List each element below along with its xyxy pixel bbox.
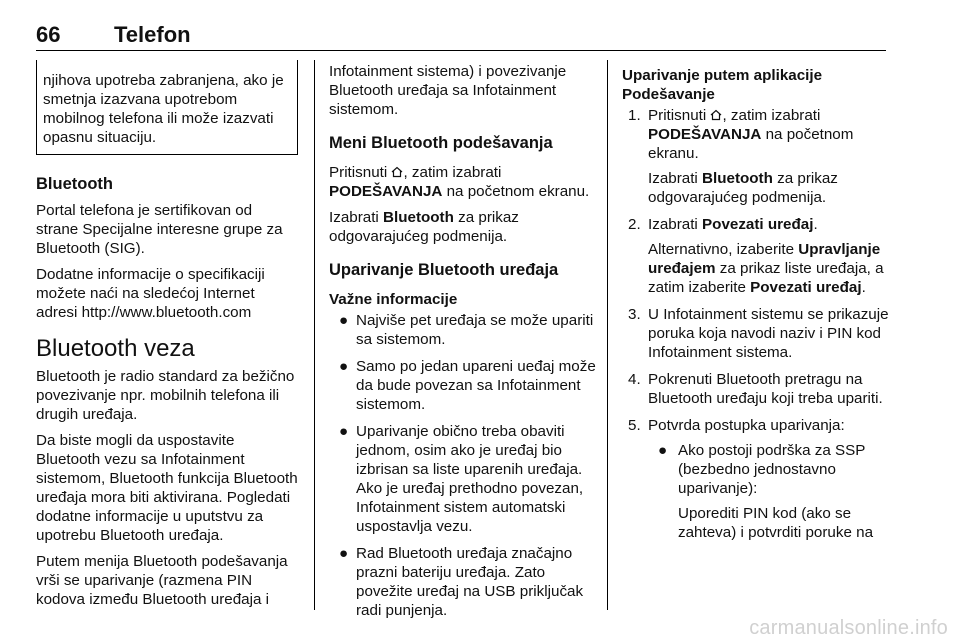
text: Izabrati xyxy=(648,216,703,233)
section-heading-meni: Meni Bluetooth podešavanja xyxy=(329,134,553,152)
bold-text: Bluetooth xyxy=(702,170,773,187)
column-3 xyxy=(622,66,890,550)
text: Uparivanje putem aplikacije xyxy=(622,67,823,84)
bullet-icon: ● xyxy=(339,423,349,440)
text: Izabrati xyxy=(329,209,384,226)
step-text xyxy=(648,215,890,234)
step-item xyxy=(622,416,890,542)
step-text: Potvrda postupka uparivanja: xyxy=(648,417,845,434)
text: za prikaz liste uređaja, a zatim izaberite xyxy=(648,260,884,296)
list-item-text: Uparivanje obično treba obaviti jednom, osim ako je uređaj bio izbrisan sa liste uparenih uređaja. Ako je uređaj prethodno povezan, Infotainment sistem automatski uspostavlja vezu. xyxy=(356,423,584,535)
bold-text: Povezati uređaj xyxy=(750,279,862,296)
steps-list xyxy=(622,106,890,542)
step-number: 3. xyxy=(628,306,641,323)
list-item-text: Najviše pet uređaja se može upariti sa sistemom. xyxy=(356,312,594,348)
subheading-vazne-informacije: Važne informacije xyxy=(329,291,458,308)
page-number: 66 xyxy=(36,22,61,47)
note-text: njihova upotreba zabranjena, ako je smetnja izazvana upotrebom mobilnog telefona ili može izazvati opasnu situaciju. xyxy=(43,72,284,146)
step-number: 1. xyxy=(628,107,641,124)
step-text xyxy=(648,106,890,163)
section-heading-bluetooth-veza: Bluetooth veza xyxy=(36,335,195,362)
step-item xyxy=(622,106,890,207)
home-icon xyxy=(710,109,722,121)
bullet-icon: ● xyxy=(658,442,668,459)
step-number: 4. xyxy=(628,371,641,388)
paragraph: Infotainment sistema) i povezivanje Bluetooth uređaja sa Infotainment sistemom. xyxy=(329,63,567,118)
paragraph xyxy=(329,208,597,246)
column-2 xyxy=(329,62,597,628)
list-item xyxy=(329,544,597,620)
step-text: Pokrenuti Bluetooth pretragu na Bluetooth uređaju koji treba upariti. xyxy=(648,371,883,407)
text: za prikaz odgovarajućeg podmenija. xyxy=(329,209,519,245)
text: na početnom ekranu. xyxy=(442,183,590,200)
bold-text: PODEŠAVANJA xyxy=(329,183,443,200)
step-item xyxy=(622,370,890,408)
step-number: 2. xyxy=(628,216,641,233)
watermark: carmanualsonline.info xyxy=(749,617,948,639)
bullet-list xyxy=(329,311,597,620)
chapter-title: Telefon xyxy=(114,22,191,47)
bold-text: PODEŠAVANJA xyxy=(648,126,762,143)
text: Alternativno, izaberite xyxy=(648,241,799,258)
step-subtext xyxy=(648,169,890,207)
list-item-text: Rad Bluetooth uređaja značajno prazni bateriju uređaja. Zato povežite uređaj na USB priključak radi punjenja. xyxy=(356,545,584,619)
paragraph xyxy=(329,163,597,201)
text: Izabrati xyxy=(648,170,703,187)
section-heading-bluetooth: Bluetooth xyxy=(36,175,113,193)
bullet-list xyxy=(648,441,890,542)
list-item-text: Ako postoji podrška za SSP (bezbedno jednostavno uparivanje): xyxy=(678,442,866,497)
text: Podešavanje xyxy=(622,86,715,103)
step-subtext xyxy=(648,240,890,297)
list-item-subtext: Uporediti PIN kod (ako se zahteva) i potvrditi poruke na xyxy=(678,505,874,541)
section-heading-uparivanje: Uparivanje Bluetooth uređaja xyxy=(329,261,559,279)
column-divider-2 xyxy=(607,60,608,610)
bullet-icon: ● xyxy=(339,358,349,375)
bullet-icon: ● xyxy=(339,545,349,562)
note-box xyxy=(36,60,298,155)
list-item xyxy=(329,311,597,349)
list-item xyxy=(648,441,890,542)
column-divider-1 xyxy=(314,60,315,610)
text: Pritisnuti xyxy=(329,164,392,181)
subheading-uparivanje-putem-aplikacije xyxy=(622,66,890,104)
text: . xyxy=(813,216,818,233)
text: , zatim izabrati xyxy=(403,164,502,181)
step-item xyxy=(622,215,890,297)
paragraph: Portal telefona je sertifikovan od strane Specijalne interesne grupe za Bluetooth (SIG). xyxy=(36,202,283,257)
step-number: 5. xyxy=(628,417,641,434)
list-item xyxy=(329,357,597,414)
home-icon xyxy=(391,166,403,178)
column-1 xyxy=(36,62,298,616)
list-item xyxy=(329,422,597,536)
text: za prikaz odgovarajućeg podmenija. xyxy=(648,170,838,206)
paragraph: Da biste mogli da uspostavite Bluetooth vezu sa Infotainment sistemom, Bluetooth funkcija Bluetooth uređaja mora biti aktivirana. Pogledati dodatne informacije u uputstvu za upotrebu Bluetooth uređaja. xyxy=(36,432,298,544)
step-text: U Infotainment sistemu se prikazuje poruka koja navodi naziv i PIN kod Infotainment sistema. xyxy=(648,306,889,361)
text: Pritisnuti xyxy=(648,107,711,124)
bold-text: Bluetooth xyxy=(383,209,454,226)
text: na početnom ekranu. xyxy=(648,126,854,162)
paragraph: Bluetooth je radio standard za bežično povezivanje npr. mobilnih telefona ili drugih uređaja. xyxy=(36,368,295,423)
text: . xyxy=(861,279,866,296)
bold-text: Upravljanje uređajem xyxy=(648,241,881,277)
paragraph: Putem menija Bluetooth podešavanja vrši se uparivanje (razmena PIN kodova između Bluetooth uređaja i xyxy=(36,553,288,608)
list-item-text: Samo po jedan upareni uеđaj može da bude povezan sa Infotainment sistemom. xyxy=(356,358,596,413)
paragraph: Dodatne informacije o specifikaciji možete naći na sledećoj Internet adresi http://www.bluetooth.com xyxy=(36,266,265,321)
text: , zatim izabrati xyxy=(722,107,821,124)
page-header xyxy=(36,22,886,51)
bold-text: Povezati uređaj xyxy=(702,216,814,233)
bullet-icon: ● xyxy=(339,312,349,329)
step-item xyxy=(622,305,890,362)
